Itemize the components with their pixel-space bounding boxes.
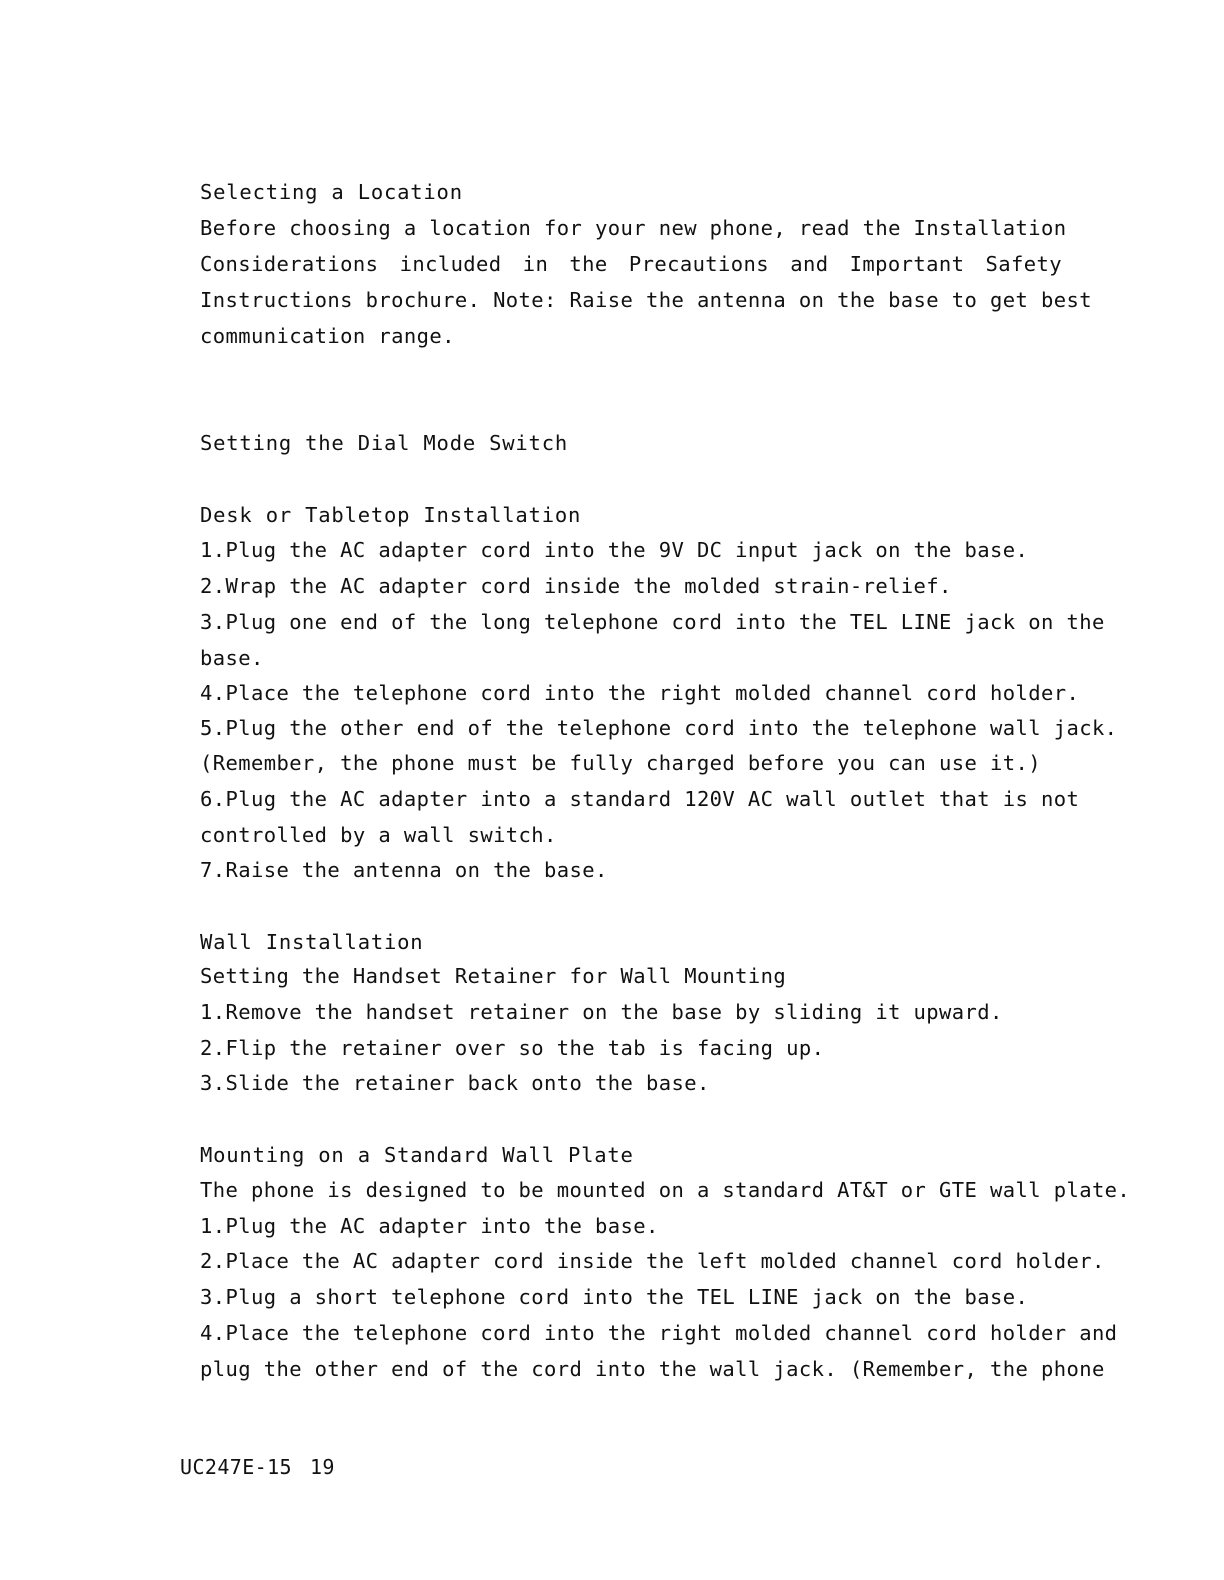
paragraph-line: Instructions brochure. Note: Raise the antenna on the base to get best: [200, 288, 1092, 312]
instruction-step: 3.Plug one end of the long telephone cord into the TEL LINE jack on the: [200, 610, 1105, 634]
instruction-step: 3.Slide the retainer back onto the base.: [200, 1071, 710, 1095]
document-code: UC247E-15: [180, 1455, 292, 1479]
paragraph-line: Considerations included in the Precautions and Important Safety: [200, 252, 1062, 276]
instruction-step: 1.Plug the AC adapter cord into the 9V DC input jack on the base.: [200, 538, 1029, 562]
instruction-step: 3.Plug a short telephone cord into the TEL LINE jack on the base.: [200, 1285, 1029, 1309]
instruction-step: 2.Flip the retainer over so the tab is facing up.: [200, 1036, 825, 1060]
page-number: 19: [309, 1455, 335, 1479]
instruction-step: 4.Place the telephone cord into the right molded channel cord holder.: [200, 681, 1080, 705]
instruction-step: 5.Plug the other end of the telephone cord into the telephone wall jack.: [200, 716, 1118, 740]
page-footer: [180, 1454, 335, 1480]
instruction-step: 1.Remove the handset retainer on the base by sliding it upward.: [200, 1000, 1003, 1024]
subsection-heading-handset-retainer: Setting the Handset Retainer for Wall Mounting: [200, 964, 787, 988]
section-heading-selecting-location: Selecting a Location: [200, 180, 463, 204]
instruction-step: 2.Wrap the AC adapter cord inside the molded strain-relief.: [200, 574, 952, 598]
instruction-step: 7.Raise the antenna on the base.: [200, 858, 608, 882]
instruction-step: 2.Place the AC adapter cord inside the left molded channel cord holder.: [200, 1249, 1105, 1273]
paragraph-line: communication range.: [200, 324, 455, 348]
instruction-step: 6.Plug the AC adapter into a standard 120V AC wall outlet that is not: [200, 787, 1080, 811]
paragraph-line: Before choosing a location for your new phone, read the Installation: [200, 216, 1067, 240]
instruction-step: plug the other end of the cord into the wall jack. (Remember, the phone: [200, 1357, 1105, 1381]
section-heading-dial-mode: Setting the Dial Mode Switch: [200, 431, 568, 455]
instruction-step: 1.Plug the AC adapter into the base.: [200, 1214, 659, 1238]
instruction-step: 4.Place the telephone cord into the right molded channel cord holder and: [200, 1321, 1118, 1345]
instruction-step: controlled by a wall switch.: [200, 823, 557, 847]
section-heading-wall-installation: Wall Installation: [200, 930, 424, 954]
section-heading-wall-plate: Mounting on a Standard Wall Plate: [200, 1143, 634, 1167]
paragraph-line: The phone is designed to be mounted on a standard AT&T or GTE wall plate.: [200, 1178, 1131, 1202]
section-heading-desk-installation: Desk or Tabletop Installation: [200, 503, 582, 527]
instruction-step: (Remember, the phone must be fully charged before you can use it.): [200, 751, 1041, 775]
instruction-step: base.: [200, 646, 264, 670]
